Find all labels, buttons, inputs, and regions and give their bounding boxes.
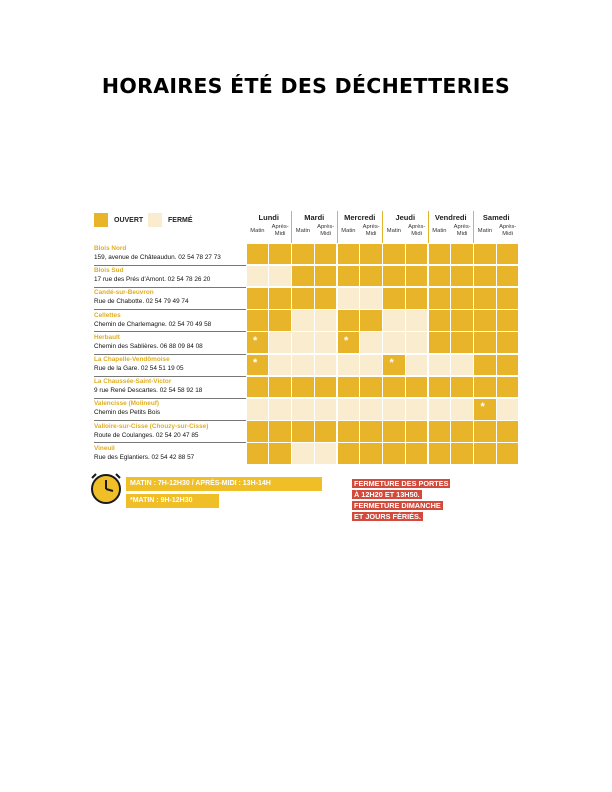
site-address: 17 rue des Prés d'Amont. 02 54 78 26 20: [94, 276, 211, 284]
open-slot: [474, 244, 496, 265]
open-slot: [247, 288, 269, 309]
closing-note-3-text: FERMETURE DIMANCHE: [354, 501, 441, 510]
closing-note-2: [352, 489, 472, 500]
open-slot: [474, 288, 496, 309]
star-icon: *: [253, 357, 258, 369]
open-slot: [474, 355, 496, 376]
closed-slot: [292, 332, 314, 353]
closed-slot: [338, 355, 360, 376]
site-address: Chemin des Sablières. 06 88 09 84 08: [94, 342, 203, 350]
open-slot: [292, 266, 314, 287]
site-name: Cellettes: [94, 311, 121, 319]
site-address: Rue de la Gare. 02 54 51 19 05: [94, 365, 184, 372]
site-address: 9 rue René Descartes. 02 54 58 92 18: [94, 387, 203, 395]
open-slot: [429, 244, 451, 265]
open-slot: [360, 443, 382, 464]
open-slot: [406, 421, 428, 442]
open-slot: [497, 310, 519, 331]
closed-slot: [315, 332, 337, 353]
open-slot: [497, 355, 519, 376]
day-header: Mardi: [304, 213, 325, 222]
day-header: Vendredi: [434, 213, 467, 222]
closed-slot: [383, 332, 405, 353]
closed-slot: [429, 399, 451, 420]
open-slot: [474, 443, 496, 464]
afternoon-subheader: Après- Midi: [499, 224, 517, 237]
open-slot: [406, 266, 428, 287]
open-slot: [292, 421, 314, 442]
open-slot: [247, 421, 269, 442]
closed-slot: [269, 399, 291, 420]
clock-icon: [88, 470, 124, 511]
site-info: [94, 377, 246, 395]
open-slot: [315, 244, 337, 265]
open-slot: [406, 244, 428, 265]
open-slot: [360, 310, 382, 331]
open-slot: [451, 421, 473, 442]
open-slot: [497, 421, 519, 442]
open-slot: [292, 288, 314, 309]
closed-slot: [429, 355, 451, 376]
site-info: [94, 422, 246, 440]
closed-slot: [292, 310, 314, 331]
star-icon: *: [480, 401, 485, 414]
site-name: La Chapelle-Vendômoise: [94, 356, 170, 363]
site-address: Chemin des Petits Bois: [94, 409, 161, 417]
open-slot: [451, 266, 473, 287]
closed-slot: [383, 399, 405, 420]
site-address: Rue de Chabotte. 02 54 79 49 74: [94, 298, 189, 306]
row-divider: [94, 354, 246, 355]
closing-note-1-text: FERMETURE DES PORTES: [354, 479, 449, 488]
hours-starred: *MATIN : 9H-12H30: [126, 494, 219, 508]
closed-slot: [269, 355, 291, 376]
closed-slot: [292, 355, 314, 376]
legend-closed: [148, 212, 193, 228]
open-slot: [292, 244, 314, 265]
closed-slot: [360, 399, 382, 420]
open-slot: [451, 377, 473, 398]
open-slot: [269, 377, 291, 398]
open-slot: [451, 332, 473, 353]
open-slot: [269, 421, 291, 442]
page-title: HORAIRES ÉTÉ DES DÉCHETTERIES: [101, 74, 511, 98]
star-icon: *: [389, 357, 394, 369]
site-name: Herbault: [94, 333, 120, 341]
closed-slot: [292, 399, 314, 420]
open-slot: [315, 421, 337, 442]
row-divider: [94, 331, 246, 332]
closed-swatch: [148, 213, 162, 227]
closed-slot: [338, 288, 360, 309]
site-info: [94, 311, 246, 329]
site-address: Route de Coulanges. 02 54 20 47 85: [94, 431, 199, 439]
day-header: Lundi: [258, 213, 279, 222]
open-slot: [497, 244, 519, 265]
day-header: Samedi: [482, 213, 510, 222]
site-address: 159, avenue de Châteaudun. 02 54 78 27 73: [94, 254, 221, 261]
open-slot: [338, 266, 360, 287]
open-slot: [315, 266, 337, 287]
open-slot: [383, 266, 405, 287]
open-slot: [429, 310, 451, 331]
closed-slot: [406, 355, 428, 376]
site-name: Blois Nord: [94, 245, 127, 252]
open-slot: [497, 288, 519, 309]
open-slot: [269, 310, 291, 331]
closing-note-2-text: À 12H20 ET 13H50.: [354, 490, 420, 499]
open-slot: [497, 443, 519, 464]
site-address: Rue des Eglantiers. 02 54 42 88 57: [94, 453, 195, 461]
open-slot: [474, 266, 496, 287]
closed-slot: [360, 288, 382, 309]
row-divider: [94, 376, 246, 377]
closed-slot: [315, 355, 337, 376]
closing-note-1: [352, 478, 472, 489]
day-header: Mercredi: [344, 213, 376, 222]
hours-standard: MATIN : 7H-12H30 / APRÈS-MIDI : 13H-14H: [126, 477, 322, 491]
open-slot: [338, 421, 360, 442]
closed-slot: [269, 266, 291, 287]
morning-subheader: Matin: [341, 228, 356, 234]
closed-slot: [406, 310, 428, 331]
open-slot: [474, 332, 496, 353]
open-slot: [338, 244, 360, 265]
morning-subheader: Matin: [386, 228, 401, 234]
open-slot: [247, 443, 269, 464]
row-divider: [94, 420, 246, 421]
open-slot: [406, 443, 428, 464]
open-slot: [451, 443, 473, 464]
closed-slot: [406, 332, 428, 353]
star-icon: *: [344, 334, 349, 347]
open-slot: [338, 443, 360, 464]
closed-slot: [315, 443, 337, 464]
site-address: Chemin de Charlemagne. 02 54 70 49 58: [94, 320, 212, 328]
closed-slot: [315, 399, 337, 420]
open-slot: [315, 288, 337, 309]
afternoon-subheader: Après- Midi: [362, 224, 380, 237]
closed-slot: [406, 399, 428, 420]
site-info: [94, 399, 246, 417]
open-slot: [338, 332, 360, 353]
closed-slot: [451, 355, 473, 376]
open-slot: [429, 266, 451, 287]
row-divider: [94, 309, 246, 310]
site-name: Valencisse (Molineuf): [94, 400, 159, 408]
closed-slot: [292, 443, 314, 464]
open-slot: [269, 288, 291, 309]
morning-subheader: Matin: [250, 228, 265, 234]
legend-closed-label: FERMÉ: [168, 216, 193, 224]
open-slot: [497, 332, 519, 353]
closing-note-4-text: ET JOURS FÉRIÉS.: [354, 512, 421, 521]
star-icon: *: [253, 334, 258, 347]
closed-slot: [338, 399, 360, 420]
open-slot: [429, 377, 451, 398]
closed-slot: [497, 399, 519, 420]
open-slot: [247, 310, 269, 331]
row-divider: [94, 398, 246, 399]
morning-subheader: Matin: [477, 228, 492, 234]
open-slot: [360, 421, 382, 442]
open-slot: [474, 310, 496, 331]
open-slot: [360, 377, 382, 398]
open-slot: [474, 421, 496, 442]
open-slot: [247, 244, 269, 265]
open-slot: [474, 377, 496, 398]
open-slot: [269, 244, 291, 265]
site-info: [94, 333, 246, 351]
open-slot: [429, 443, 451, 464]
open-slot: [383, 244, 405, 265]
open-slot: [383, 377, 405, 398]
afternoon-subheader: Après- Midi: [317, 224, 335, 237]
afternoon-subheader: Après- Midi: [408, 224, 426, 237]
closing-note-4: [352, 511, 472, 522]
closed-slot: [360, 355, 382, 376]
open-slot: [497, 377, 519, 398]
closed-slot: [383, 310, 405, 331]
site-name: La Chaussée-Saint-Victor: [94, 378, 172, 386]
site-name: Valloire-sur-Cisse (Chouzy-sur-Cisse): [94, 422, 209, 430]
row-divider: [94, 442, 246, 443]
open-slot: [406, 377, 428, 398]
open-slot: [383, 443, 405, 464]
site-info: [94, 355, 246, 373]
site-name: Vineuil: [94, 444, 115, 452]
open-slot: [429, 421, 451, 442]
day-header: Jeudi: [395, 213, 416, 222]
open-slot: [360, 244, 382, 265]
legend-open-label: OUVERT: [114, 216, 144, 224]
open-slot: [247, 332, 269, 353]
closing-note-3: [352, 500, 472, 511]
closed-slot: [315, 310, 337, 331]
open-slot: [451, 288, 473, 309]
open-slot: [338, 377, 360, 398]
site-info: [94, 266, 246, 284]
closed-slot: [247, 399, 269, 420]
site-name: Blois Sud: [94, 267, 124, 275]
closed-slot: [247, 266, 269, 287]
closed-slot: [269, 332, 291, 353]
open-slot: [247, 377, 269, 398]
site-name: Candé-sur-Beuvron: [94, 289, 154, 297]
site-info: [94, 288, 246, 306]
open-slot: [269, 443, 291, 464]
open-slot: [451, 310, 473, 331]
row-divider: [94, 287, 246, 288]
row-divider: [94, 265, 246, 266]
open-slot: [383, 421, 405, 442]
open-slot: [247, 355, 269, 376]
open-slot: [429, 332, 451, 353]
open-slot: [451, 244, 473, 265]
open-slot: [383, 288, 405, 309]
open-slot: [497, 266, 519, 287]
open-slot: [406, 288, 428, 309]
morning-subheader: Matin: [432, 228, 447, 234]
site-info: [94, 244, 246, 262]
open-slot: [360, 266, 382, 287]
afternoon-subheader: Après- Midi: [271, 224, 289, 237]
open-slot: [292, 377, 314, 398]
legend-open: [94, 212, 143, 228]
site-info: [94, 444, 246, 462]
open-slot: [338, 310, 360, 331]
afternoon-subheader: Après- Midi: [453, 224, 471, 237]
closed-slot: [451, 399, 473, 420]
open-swatch: [94, 213, 108, 227]
open-slot: [315, 377, 337, 398]
open-slot: [429, 288, 451, 309]
closed-slot: [360, 332, 382, 353]
morning-subheader: Matin: [295, 228, 310, 234]
